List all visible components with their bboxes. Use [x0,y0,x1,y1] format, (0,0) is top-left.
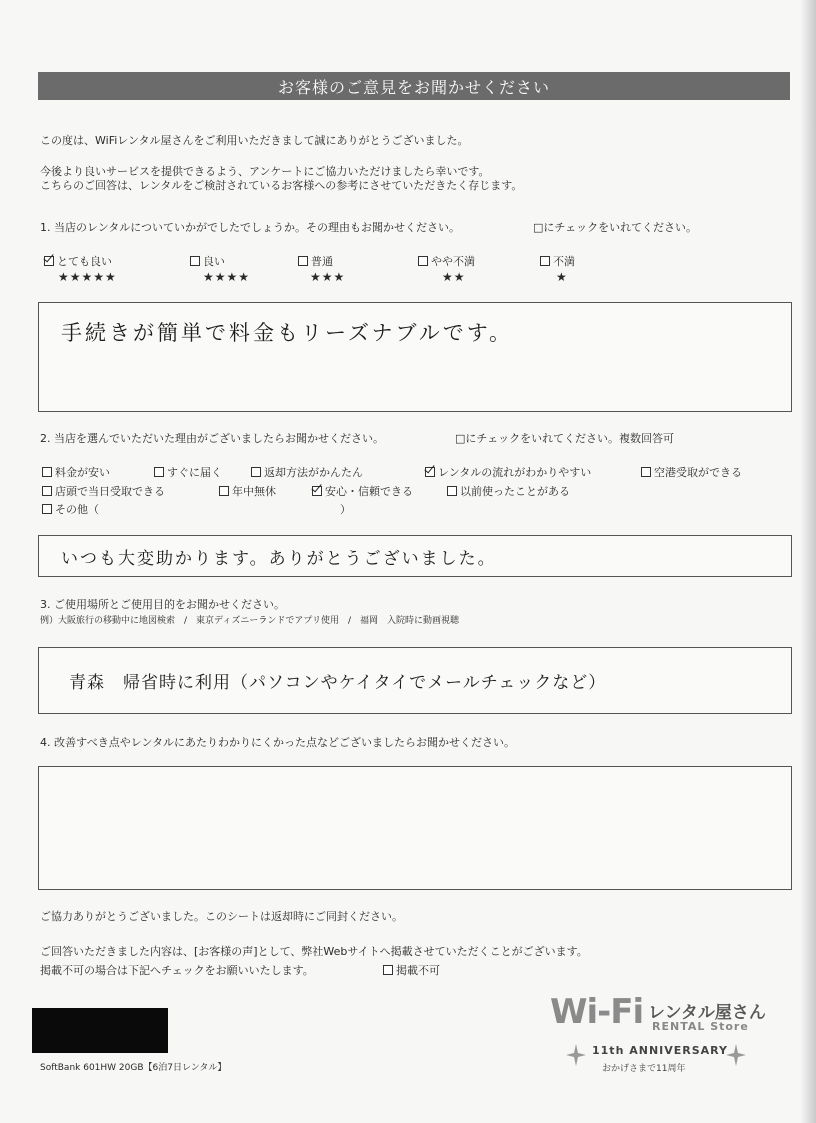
q2-checkbox-used-before[interactable] [447,486,457,496]
q1-stars-normal: ★★★ [310,270,346,284]
q2-checkbox-easy-return[interactable] [251,467,261,477]
logo-thanks: おかげさまで11周年 [602,1064,686,1074]
q2-other-close-paren: ） [340,503,351,516]
q2-option-open-every-day[interactable]: 年中無休 [219,485,276,498]
logo-anniversary: 11th ANNIVERSARY [592,1044,729,1057]
logo-name: レンタル屋さん [648,1003,766,1023]
q1-instruction: □にチェックをいれてください。 [533,221,698,234]
logo-sub: RENTAL Store [652,1020,749,1033]
q2-option-store-pickup[interactable]: 店頭で当日受取できる [42,485,165,498]
q3-answer-box[interactable] [38,647,792,714]
no-publish-option[interactable]: 掲載不可 [383,964,440,977]
q1-stars-slightly-unsatisfied: ★★ [442,270,466,284]
q2-option-airport-pickup[interactable]: 空港受取ができる [641,466,742,479]
q1-option-slightly-unsatisfied[interactable]: やや不満 [418,255,475,268]
q3-handwritten-answer: 青森 帰省時に利用（パソコンやケイタイでメールチェックなど） [69,673,607,693]
q2-option-fast-delivery[interactable]: すぐに届く [154,466,222,479]
footer-thanks: ご協力ありがとうございました。このシートは返却時にご同封ください。 [40,910,403,923]
intro-line-2: 今後より良いサービスを提供できるよう、アンケートにご協力いただけましたら幸いです。 [40,165,490,178]
q2-checkbox-airport-pickup[interactable] [641,467,651,477]
q3-example: 例）大阪旅行の移動中に地図検索 / 東京ディズニーランドでアプリ使用 / 福岡 入院時に動画視聴 [40,616,459,626]
q1-stars-unsatisfied: ★ [556,270,568,284]
q2-question: 2. 当店を選んでいただいた理由がございましたらお聞かせください。 [40,432,384,445]
q1-stars-good: ★★★★ [203,270,251,284]
q2-option-easy-flow[interactable]: レンタルの流れがわかりやすい [425,466,591,479]
q1-checkbox-very-good[interactable] [44,256,54,266]
sparkle-icon [726,1044,746,1066]
page-edge [800,0,816,1123]
redacted-block [32,1008,168,1053]
q1-answer-box[interactable] [38,302,792,412]
footer-notice-2: 掲載不可の場合は下記へチェックをお願いいたします。 [40,964,314,977]
q2-option-cheap[interactable]: 料金が安い [42,466,110,479]
sparkle-icon [566,1044,586,1066]
q2-option-trustworthy[interactable]: 安心・信頼できる [312,485,413,498]
footer-notice-1: ご回答いただきました内容は、[お客様の声]として、弊社Webサイトへ掲載させていただくことがございます。 [40,945,588,958]
page-title: お客様のご意見をお聞かせください [38,72,790,100]
q1-checkbox-slightly-unsatisfied[interactable] [418,256,428,266]
q1-option-normal[interactable]: 普通 [298,255,333,268]
q1-option-unsatisfied[interactable]: 不満 [540,255,575,268]
intro-line-1: この度は、WiFiレンタル屋さんをご利用いただきまして誠にありがとうございました。 [40,134,469,147]
q1-question: 1. 当店のレンタルについていかがでしたでしょうか。その理由もお聞かせください。 [40,221,461,234]
q2-option-other[interactable]: その他（ [42,503,99,516]
rental-info: SoftBank 601HW 20GB【6泊7日レンタル】 [40,1063,227,1073]
q2-instruction: □にチェックをいれてください。複数回答可 [455,432,675,445]
q2-handwritten-answer: いつも大変助かります。ありがとうございました。 [61,549,497,569]
q1-checkbox-good[interactable] [190,256,200,266]
q2-checkbox-fast-delivery[interactable] [154,467,164,477]
q2-checkbox-cheap[interactable] [42,467,52,477]
q1-checkbox-normal[interactable] [298,256,308,266]
brand-logo [540,990,790,1080]
q2-checkbox-trustworthy[interactable] [312,486,322,496]
q3-question: 3. ご使用場所とご使用目的をお聞かせください。 [40,598,285,611]
q2-option-used-before[interactable]: 以前使ったことがある [447,485,570,498]
q2-answer-box[interactable] [38,535,792,577]
q1-checkbox-unsatisfied[interactable] [540,256,550,266]
intro-line-3: こちらのご回答は、レンタルをご検討されているお客様への参考にさせていただきたく存じます。 [40,179,523,192]
q2-checkbox-other[interactable] [42,504,52,514]
q4-answer-box[interactable] [38,766,792,890]
q2-checkbox-store-pickup[interactable] [42,486,52,496]
no-publish-checkbox[interactable] [383,965,393,975]
q2-option-easy-return[interactable]: 返却方法がかんたん [251,466,363,479]
q2-checkbox-easy-flow[interactable] [425,467,435,477]
q1-stars-very-good: ★★★★★ [58,270,117,284]
q4-question: 4. 改善すべき点やレンタルにあたりわかりにくかった点などございましたらお聞かせください。 [40,736,516,749]
logo-brand: Wi-Fi [550,992,644,1032]
q1-option-good[interactable]: 良い [190,255,225,268]
q1-handwritten-answer: 手続きが簡単で料金もリーズナブルです。 [61,321,514,345]
q2-checkbox-open-every-day[interactable] [219,486,229,496]
q1-option-very-good[interactable]: とても良い [44,255,112,268]
